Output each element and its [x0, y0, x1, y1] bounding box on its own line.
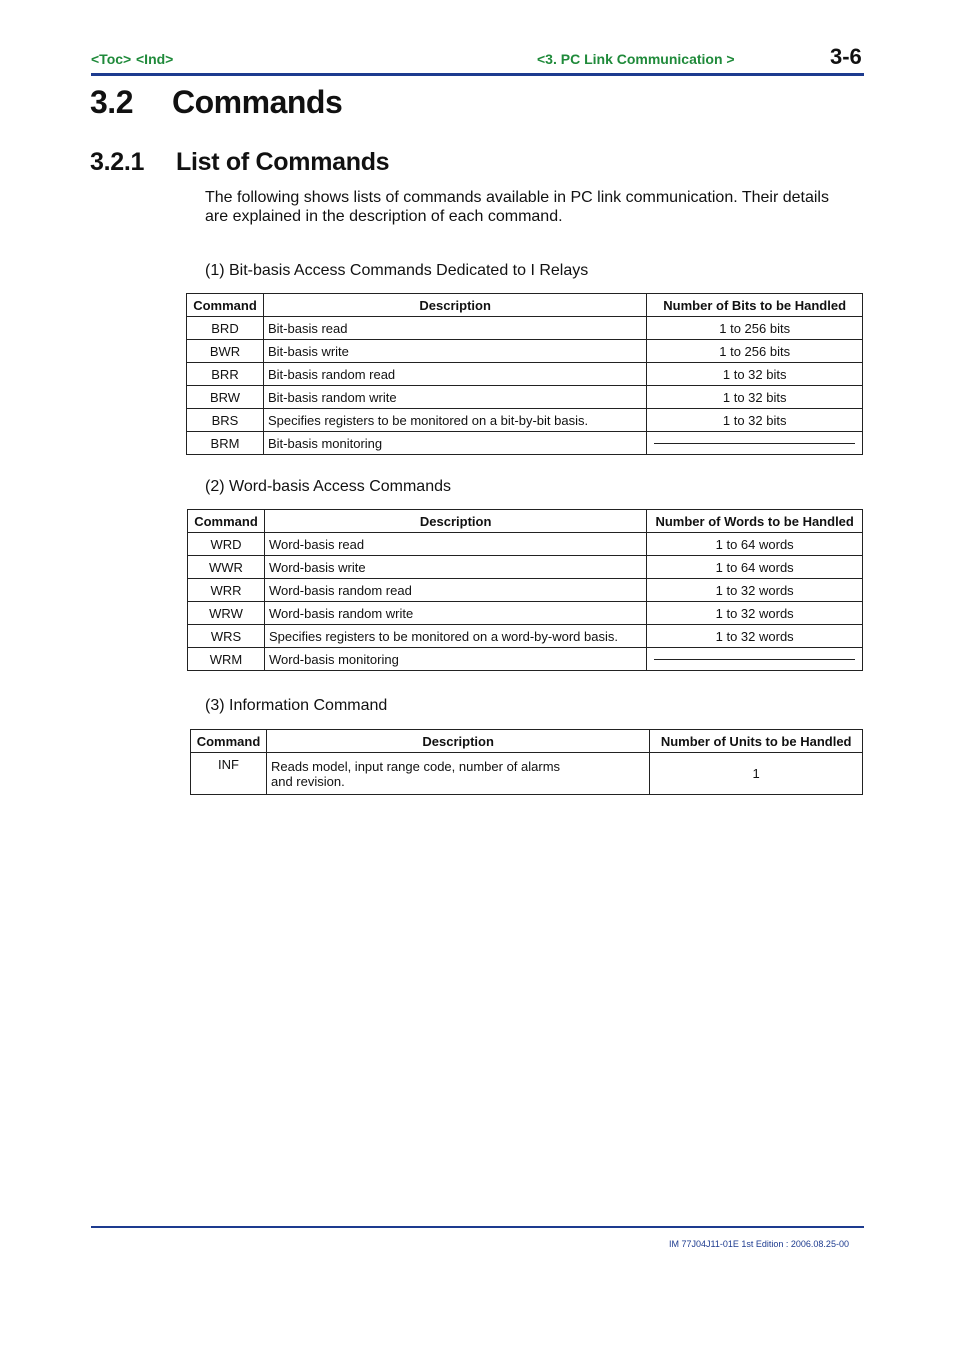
description-cell: Word-basis read — [264, 533, 646, 556]
description-cell: Bit-basis monitoring — [263, 432, 646, 455]
count-cell: 1 to 32 words — [647, 602, 863, 625]
count-cell: 1 to 32 words — [647, 625, 863, 648]
column-header: Command — [191, 730, 267, 753]
description-cell: Word-basis random write — [264, 602, 646, 625]
command-cell: BRR — [187, 363, 264, 386]
chapter-link[interactable]: <3. PC Link Communication > — [537, 51, 735, 67]
count-cell: 1 to 32 bits — [647, 363, 863, 386]
command-cell: WRM — [188, 648, 265, 671]
command-cell: INF — [191, 753, 267, 795]
column-header: Number of Words to be Handled — [647, 510, 863, 533]
count-cell: 1 — [650, 753, 863, 795]
table-row — [187, 432, 863, 455]
command-cell: BRS — [187, 409, 264, 432]
footer-rule — [91, 1226, 864, 1228]
command-cell: BRW — [187, 386, 264, 409]
section-heading — [90, 84, 342, 121]
command-cell: WRR — [188, 579, 265, 602]
table-caption: (3) Information Command — [205, 697, 388, 714]
table-row — [188, 579, 863, 602]
command-cell: WWR — [188, 556, 265, 579]
count-cell: 1 to 32 words — [647, 579, 863, 602]
command-cell: WRD — [188, 533, 265, 556]
section-number: 3.2 — [90, 84, 133, 120]
table-row — [191, 753, 863, 795]
subsection-heading — [90, 148, 389, 177]
count-cell-not-applicable — [647, 648, 863, 671]
table-row — [187, 386, 863, 409]
table-row — [187, 409, 863, 432]
count-cell: 1 to 64 words — [647, 556, 863, 579]
table-caption: (1) Bit-basis Access Commands Dedicated to I Relays — [205, 262, 589, 279]
table-row — [187, 340, 863, 363]
count-cell: 1 to 32 bits — [647, 409, 863, 432]
count-cell-not-applicable — [647, 432, 863, 455]
column-header: Description — [266, 730, 649, 753]
information-command-table — [190, 729, 863, 795]
page-number: 3-6 — [830, 44, 862, 69]
description-cell: Word-basis random read — [264, 579, 646, 602]
section-title: Commands — [172, 84, 343, 120]
command-cell: BRD — [187, 317, 264, 340]
column-header: Number of Bits to be Handled — [647, 294, 863, 317]
table-row — [188, 625, 863, 648]
dash-line — [654, 659, 855, 660]
description-cell: Specifies registers to be monitored on a word-by-word basis. — [264, 625, 646, 648]
table-row — [188, 556, 863, 579]
index-link[interactable]: <Ind> — [136, 51, 174, 67]
column-header: Description — [264, 510, 646, 533]
table-row — [188, 533, 863, 556]
description-cell: Specifies registers to be monitored on a bit-by-bit basis. — [263, 409, 646, 432]
description-cell: Bit-basis read — [263, 317, 646, 340]
table-row — [188, 602, 863, 625]
count-cell: 1 to 256 bits — [647, 340, 863, 363]
dash-line — [654, 443, 855, 444]
description-cell: Reads model, input range code, number of alarms and revision. — [266, 753, 649, 795]
table-row — [187, 317, 863, 340]
header-rule — [91, 73, 864, 76]
intro-paragraph: The following shows lists of commands available in PC link communication. Their details are explained in the description of each command. — [205, 189, 829, 225]
command-cell: WRW — [188, 602, 265, 625]
description-cell: Bit-basis random read — [263, 363, 646, 386]
document-footer: IM 77J04J11-01E 1st Edition : 2006.08.25-00 — [669, 1239, 849, 1249]
command-cell: BWR — [187, 340, 264, 363]
table-row — [187, 363, 863, 386]
column-header: Command — [188, 510, 265, 533]
word-commands-table — [187, 509, 863, 671]
subsection-number: 3.2.1 — [90, 148, 145, 176]
count-cell: 1 to 64 words — [647, 533, 863, 556]
table-row — [188, 648, 863, 671]
description-cell: Word-basis monitoring — [264, 648, 646, 671]
column-header: Description — [263, 294, 646, 317]
table-caption: (2) Word-basis Access Commands — [205, 478, 451, 495]
column-header: Number of Units to be Handled — [650, 730, 863, 753]
count-cell: 1 to 256 bits — [647, 317, 863, 340]
count-cell: 1 to 32 bits — [647, 386, 863, 409]
toc-link[interactable]: <Toc> — [91, 51, 132, 67]
description-cell: Bit-basis random write — [263, 386, 646, 409]
bit-commands-table — [186, 293, 863, 455]
description-cell: Word-basis write — [264, 556, 646, 579]
description-cell: Bit-basis write — [263, 340, 646, 363]
command-cell: WRS — [188, 625, 265, 648]
command-cell: BRM — [187, 432, 264, 455]
subsection-title: List of Commands — [176, 148, 390, 176]
column-header: Command — [187, 294, 264, 317]
